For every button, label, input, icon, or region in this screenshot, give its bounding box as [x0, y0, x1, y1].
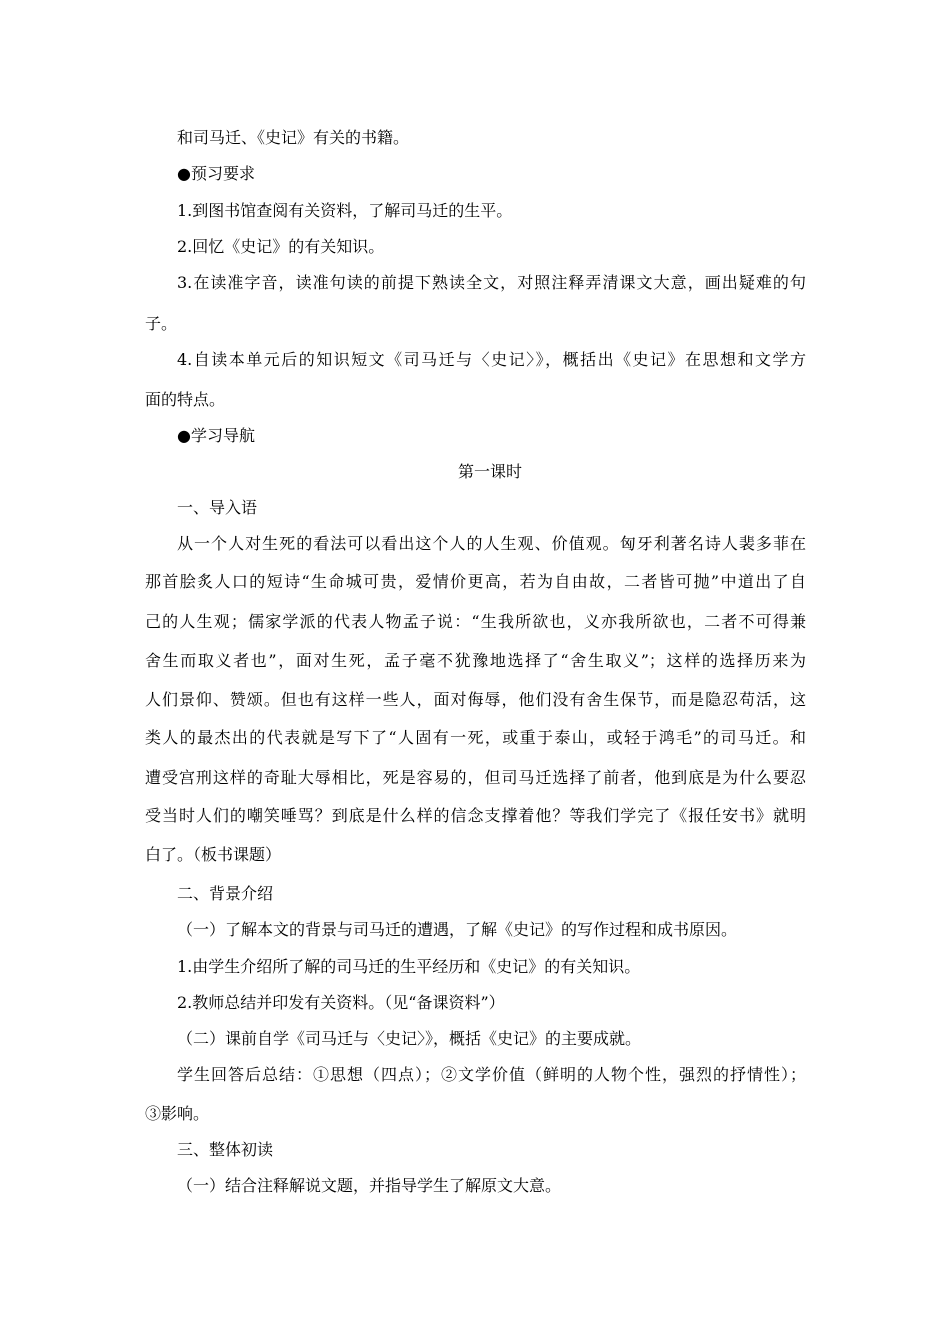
section-heading-preview-requirements: ●预习要求	[177, 164, 255, 183]
text-line: 从一个人对生死的看法可以看出这个人的人生观、价值观。匈牙利著名诗人裴多菲在	[177, 534, 806, 553]
text-line: 2.回忆《史记》的有关知识。	[177, 237, 385, 256]
lesson-title: 第一课时	[457, 462, 522, 481]
text-line: 己的人生观；儒家学派的代表人物孟子说：“生我所欲也，义亦我所欲也，二者不可得兼	[145, 612, 806, 631]
text-line: 受当时人们的嘲笑唾骂？到底是什么样的信念支撑着他？等我们学完了《报任安书》就明	[145, 806, 806, 825]
text-line: 学生回答后总结：①思想（四点）；②文学价值（鲜明的人物个性，强烈的抒情性）；	[177, 1065, 806, 1084]
text-line: 3.在读准字音，读准句读的前提下熟读全文，对照注释弄清课文大意，画出疑难的句	[177, 273, 806, 292]
text-line: 4.自读本单元后的知识短文《司马迁与〈史记〉》，概括出《史记》在思想和文学方	[177, 350, 806, 369]
text-line: 1.到图书馆查阅有关资料，了解司马迁的生平。	[177, 201, 513, 220]
subsection-heading: 三、整体初读	[177, 1140, 274, 1159]
text-line: 1.由学生介绍所了解的司马迁的生平经历和《史记》的有关知识。	[177, 957, 641, 976]
section-heading-study-guide: ●学习导航	[177, 426, 255, 445]
subsection-heading: 二、背景介绍	[177, 884, 274, 903]
text-line: （一）结合注释解说文题，并指导学生了解原文大意。	[177, 1176, 562, 1195]
text-line: 舍生而取义者也”，面对生死，孟子毫不犹豫地选择了“舍生取义”；这样的选择历来为	[145, 651, 806, 670]
subsection-heading: 一、导入语	[177, 498, 258, 517]
text-line: 子。	[145, 314, 178, 333]
text-line: （二）课前自学《司马迁与〈史记〉》，概括《史记》的主要成就。	[177, 1029, 642, 1048]
text-line: ③影响。	[145, 1104, 210, 1123]
text-line: （一）了解本文的背景与司马迁的遭遇，了解《史记》的写作过程和成书原因。	[177, 920, 738, 939]
text-line: 人们景仰、赞颂。但也有这样一些人，面对侮辱，他们没有舍生保节，而是隐忍苟活，这	[145, 690, 806, 709]
text-line: 2.教师总结并印发有关资料。（见“备课资料”）	[177, 993, 505, 1012]
text-line: 和司马迁、《史记》有关的书籍。	[177, 128, 410, 147]
text-line: 面的特点。	[145, 390, 226, 409]
text-line: 那首脍炙人口的短诗“生命城可贵，爱情价更高，若为自由故，二者皆可抛”中道出了自	[145, 572, 806, 591]
text-line: 白了。（板书课题）	[145, 845, 282, 864]
text-line: 类人的最杰出的代表就是写下了“人固有一死，或重于泰山，或轻于鸿毛”的司马迁。和	[145, 728, 806, 747]
text-line: 遭受宫刑这样的奇耻大辱相比，死是容易的，但司马迁选择了前者，他到底是为什么要忍	[145, 768, 806, 787]
